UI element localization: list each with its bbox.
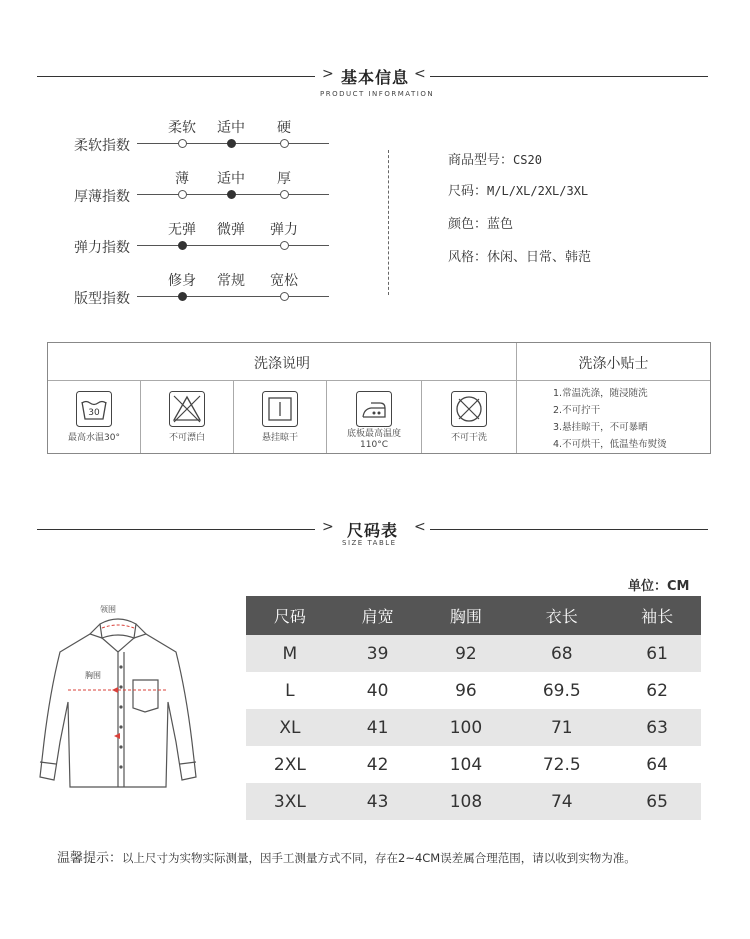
spec-model bbox=[448, 149, 542, 168]
index-marker bbox=[280, 139, 289, 148]
table-cell: M bbox=[246, 635, 334, 672]
wash-30-icon bbox=[76, 391, 112, 427]
index-option: 修身 bbox=[168, 273, 196, 289]
spec-size bbox=[448, 180, 588, 199]
tip-item: 3.悬挂晾干，不可暴晒 bbox=[553, 422, 648, 433]
chevron-left-icon: < bbox=[414, 66, 426, 82]
section-subtitle: PRODUCT INFORMATION bbox=[320, 90, 435, 98]
table-cell: XL bbox=[246, 709, 334, 746]
index-marker bbox=[227, 190, 236, 199]
table-cell: 100 bbox=[422, 709, 511, 746]
wash-symbol bbox=[422, 381, 516, 453]
table-cell: 64 bbox=[646, 754, 668, 775]
index-option: 微弹 bbox=[217, 222, 245, 238]
table-cell: 2XL bbox=[273, 754, 306, 775]
index-option: 宽松 bbox=[270, 273, 298, 289]
hang-dry-icon bbox=[262, 391, 298, 427]
symbol-label: 不可干洗 bbox=[450, 433, 487, 443]
iron-icon bbox=[356, 391, 392, 427]
table-cell: 71 bbox=[510, 709, 613, 746]
table-cell: 65 bbox=[613, 783, 701, 820]
svg-text:30: 30 bbox=[88, 408, 100, 418]
wash-symbol bbox=[141, 381, 233, 453]
column-header: 尺码 bbox=[246, 596, 334, 635]
index-marker bbox=[178, 292, 187, 301]
divider bbox=[37, 76, 315, 77]
table-cell: 69.5 bbox=[542, 680, 581, 701]
symbol-label: 悬挂晾干 bbox=[261, 433, 298, 443]
symbol-label bbox=[327, 429, 421, 451]
warm-tip-text: 以上尺寸为实物实际测量，因手工测量方式不同，存在2~4CM误差属合理范围，请以收到实物为准。 bbox=[122, 851, 636, 865]
index-marker bbox=[280, 292, 289, 301]
divider bbox=[430, 529, 708, 530]
washing-table bbox=[47, 342, 711, 454]
index-option: 硬 bbox=[277, 120, 291, 136]
index-marker bbox=[178, 139, 187, 148]
wash-symbol bbox=[234, 381, 326, 453]
table-row bbox=[246, 635, 701, 672]
chevron-left-icon: < bbox=[414, 519, 426, 535]
table-cell: 40 bbox=[366, 680, 389, 701]
table-row bbox=[246, 746, 701, 783]
table-cell: 72.5 bbox=[542, 754, 581, 775]
wash-symbol bbox=[327, 381, 421, 453]
table-cell: 39 bbox=[334, 635, 422, 672]
symbol-label-line: 底板最高温度 bbox=[346, 429, 401, 439]
table-cell: 63 bbox=[613, 709, 701, 746]
washing-tips bbox=[553, 385, 667, 453]
index-option: 薄 bbox=[175, 171, 189, 187]
tip-item: 4.不可烘干，低温垫布熨烫 bbox=[553, 439, 667, 450]
table-cell: 43 bbox=[334, 783, 422, 820]
index-scale-line bbox=[137, 296, 329, 297]
tip-item: 2.不可拧干 bbox=[553, 405, 601, 416]
chevron-right-icon: > bbox=[322, 66, 334, 82]
table-row bbox=[246, 783, 701, 820]
tips-heading: 洗涤小贴士 bbox=[578, 356, 649, 372]
shirt-buttons bbox=[119, 665, 122, 768]
chest-label: 胸围 bbox=[85, 671, 101, 680]
table-cell: 68 bbox=[510, 635, 613, 672]
index-option: 适中 bbox=[217, 171, 245, 187]
spec-key: 颜色： bbox=[448, 217, 488, 232]
index-option: 厚 bbox=[277, 171, 291, 187]
spec-style bbox=[448, 246, 591, 265]
warm-tip-label: 温馨提示： bbox=[57, 851, 123, 866]
index-marker bbox=[178, 190, 187, 199]
index-scale-line bbox=[137, 245, 329, 246]
table-cell: 3XL bbox=[246, 783, 334, 820]
no-bleach-icon bbox=[169, 391, 205, 427]
chevron-right-icon: > bbox=[322, 519, 334, 535]
washing-heading: 洗涤说明 bbox=[254, 356, 310, 372]
wash-symbol bbox=[48, 381, 140, 453]
spec-value: 休闲、日常、韩范 bbox=[487, 250, 592, 265]
symbol-label-line: 110°C bbox=[360, 440, 388, 450]
table-cell: L bbox=[285, 680, 295, 701]
table-row bbox=[246, 672, 701, 709]
index-marker bbox=[178, 241, 187, 250]
section-title: 基本信息 bbox=[341, 68, 410, 87]
index-option: 柔软 bbox=[168, 120, 196, 136]
section-subtitle: SIZE TABLE bbox=[342, 539, 397, 547]
index-marker bbox=[280, 190, 289, 199]
size-table bbox=[246, 596, 701, 820]
index-label: 弹力指数 bbox=[74, 240, 130, 256]
symbol-label: 不可漂白 bbox=[168, 433, 205, 443]
separator bbox=[388, 150, 389, 295]
table-cell: 92 bbox=[422, 635, 511, 672]
spec-key: 尺码： bbox=[448, 184, 488, 199]
column-header: 肩宽 bbox=[334, 596, 422, 635]
shirt-outline bbox=[40, 619, 196, 787]
spec-key: 商品型号： bbox=[448, 153, 514, 168]
tip-item: 1.常温洗涤，随浸随洗 bbox=[553, 388, 648, 399]
no-dry-clean-icon bbox=[451, 391, 487, 427]
column-header: 袖长 bbox=[613, 596, 701, 635]
spec-value: CS20 bbox=[513, 153, 542, 167]
table-cell: 108 bbox=[422, 783, 511, 820]
table-cell: 61 bbox=[613, 635, 701, 672]
unit-label: 单位：CM bbox=[628, 579, 690, 594]
column-header: 胸围 bbox=[422, 596, 511, 635]
table-cell: 42 bbox=[366, 754, 389, 775]
spec-key: 风格： bbox=[448, 250, 488, 265]
column-header: 衣长 bbox=[510, 596, 613, 635]
table-row bbox=[246, 709, 701, 746]
spec-value: M/L/XL/2XL/3XL bbox=[487, 184, 589, 198]
divider bbox=[37, 529, 315, 530]
index-marker bbox=[227, 139, 236, 148]
section-title: 尺码表 bbox=[347, 521, 399, 540]
table-header-row bbox=[246, 596, 701, 635]
index-marker bbox=[280, 241, 289, 250]
measure-arrows bbox=[112, 687, 120, 739]
table-cell: 62 bbox=[646, 680, 668, 701]
shirt-diagram bbox=[30, 612, 240, 802]
index-label: 柔软指数 bbox=[74, 138, 130, 154]
warm-tip bbox=[57, 847, 636, 866]
table-cell: 74 bbox=[510, 783, 613, 820]
symbol-label: 最高水温30° bbox=[68, 433, 120, 443]
spec-value: 蓝色 bbox=[487, 217, 514, 232]
table-cell: 41 bbox=[334, 709, 422, 746]
index-option: 弹力 bbox=[270, 222, 298, 238]
spec-color bbox=[448, 213, 513, 232]
collar-label: 领围 bbox=[100, 605, 116, 614]
table-cell: 96 bbox=[455, 680, 477, 701]
table-cell: 104 bbox=[449, 754, 483, 775]
index-option: 常规 bbox=[217, 273, 245, 289]
index-option: 无弹 bbox=[168, 222, 196, 238]
index-label: 厚薄指数 bbox=[74, 189, 130, 205]
index-label: 版型指数 bbox=[74, 291, 130, 307]
index-option: 适中 bbox=[217, 120, 245, 136]
divider bbox=[430, 76, 708, 77]
